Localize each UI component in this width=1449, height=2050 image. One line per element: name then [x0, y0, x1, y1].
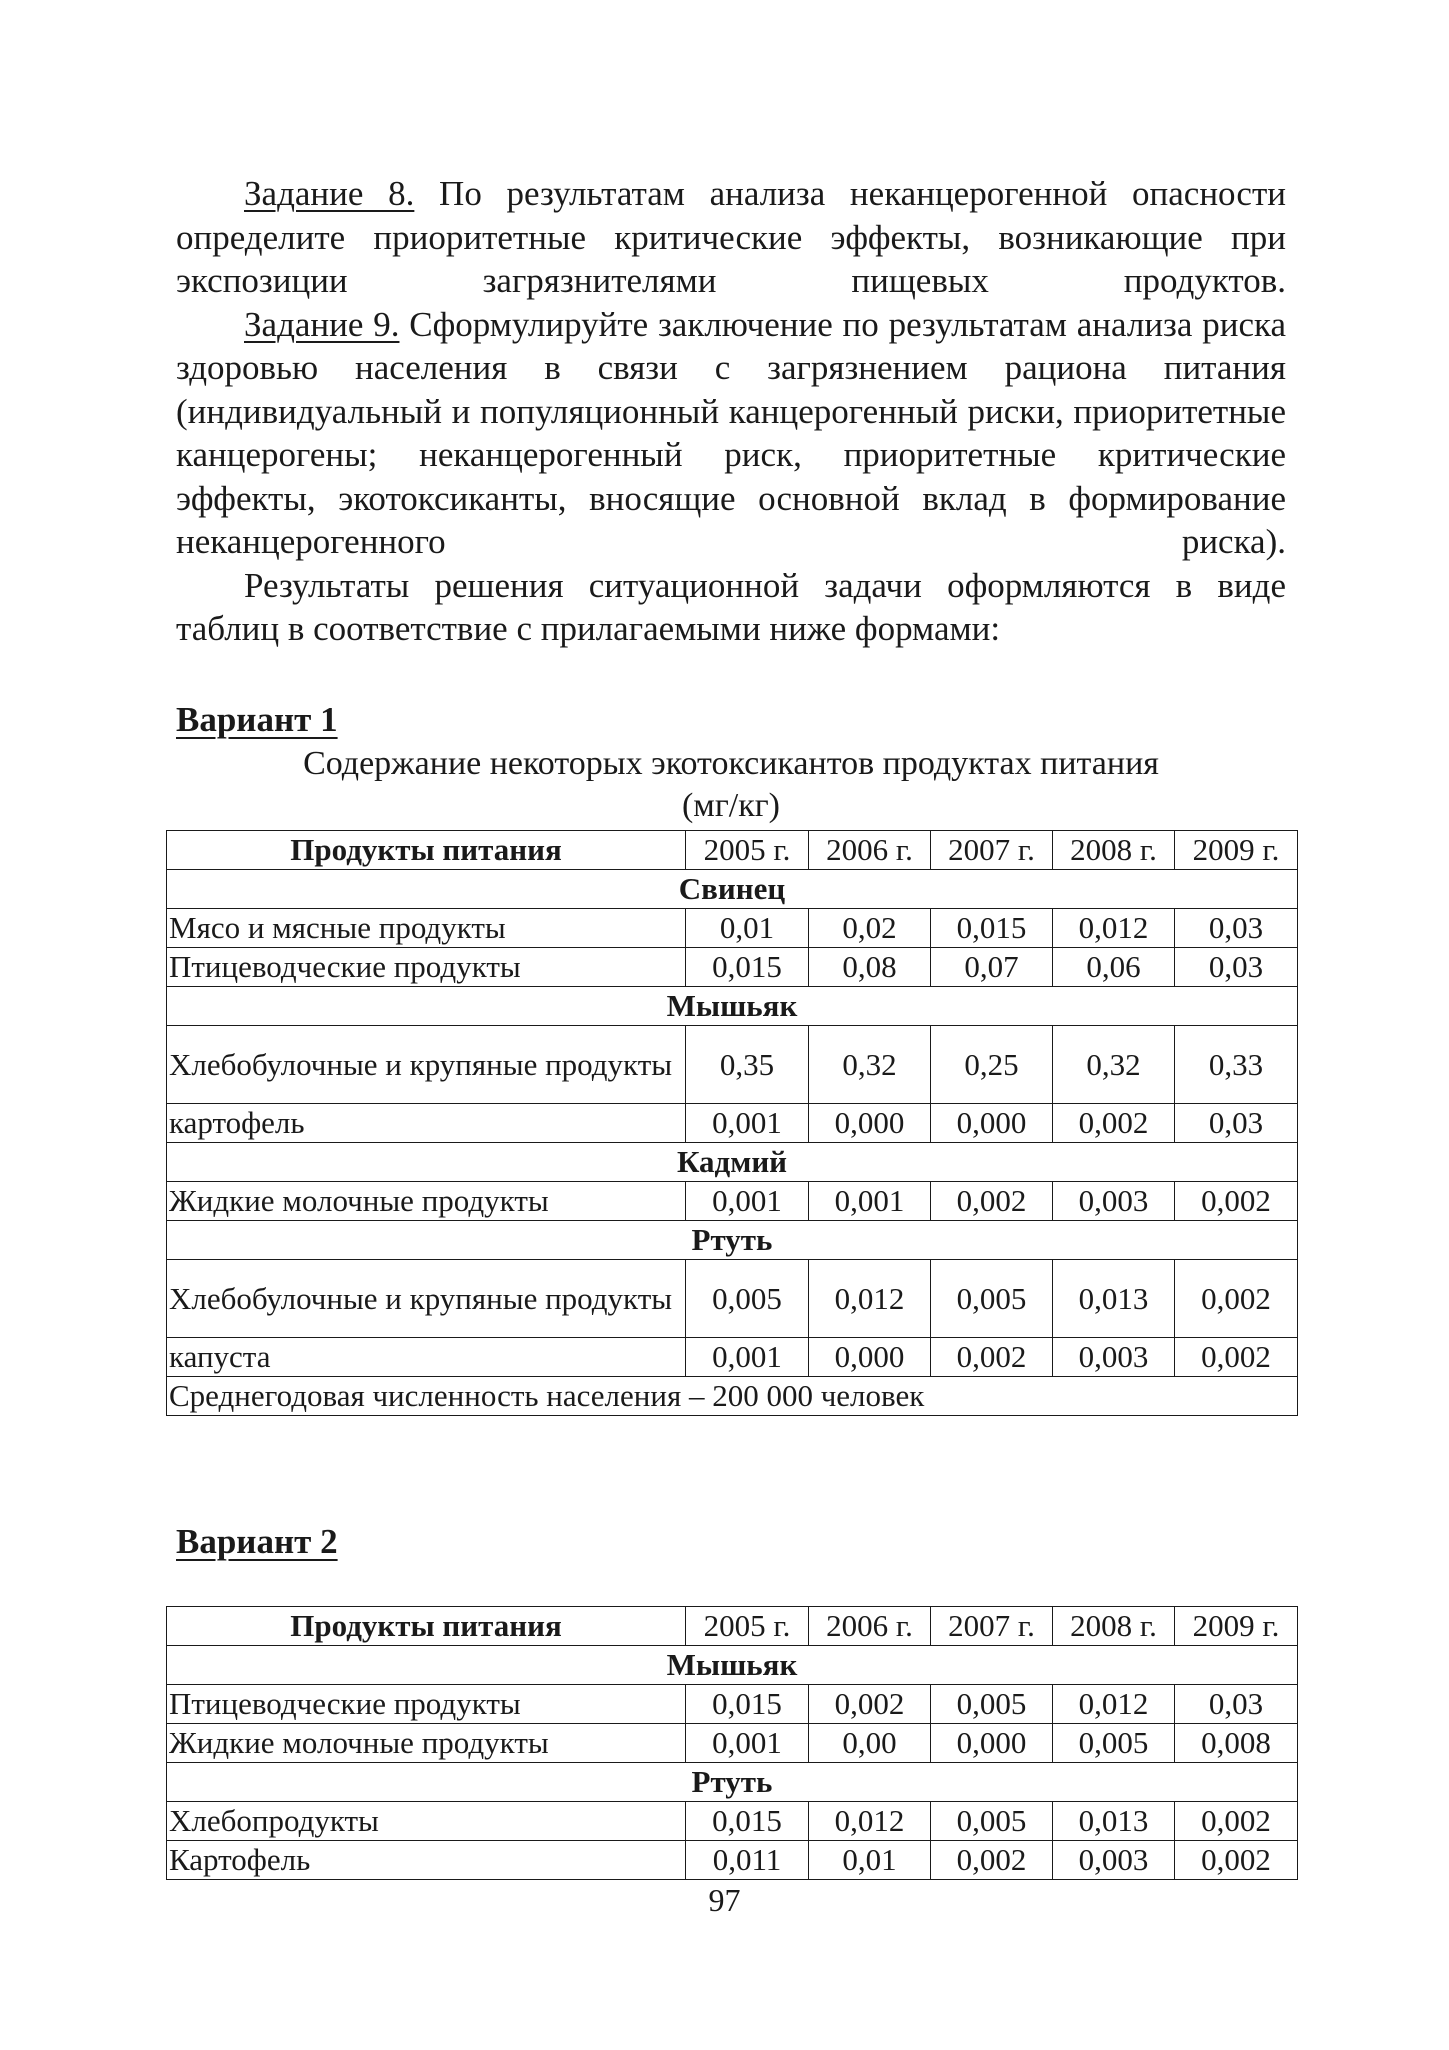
- value-cell: 0,01: [809, 1841, 931, 1880]
- value-cell: 0,013: [1053, 1802, 1175, 1841]
- product-name: картофель: [167, 1104, 686, 1143]
- value-cell: 0,002: [1175, 1260, 1298, 1338]
- table-row: [167, 1802, 1298, 1841]
- group-row: [167, 1646, 1298, 1685]
- table-header-row: [167, 1607, 1298, 1646]
- product-name: Птицеводческие продукты: [167, 948, 686, 987]
- value-cell: 0,000: [931, 1104, 1053, 1143]
- table-row: [167, 1104, 1298, 1143]
- group-row: [167, 987, 1298, 1026]
- table-row: [167, 909, 1298, 948]
- group-name: Мышьяк: [167, 1646, 1298, 1685]
- task8-text: По результатам анализа неканцерогенной опасности определите приоритетные критические эффекты, возникающие при экспозиции загрязнителями пищевых продуктов.: [176, 174, 1286, 300]
- value-cell: 0,001: [809, 1182, 931, 1221]
- value-cell: 0,002: [931, 1338, 1053, 1377]
- group-name: Кадмий: [167, 1143, 1298, 1182]
- header-year: 2009 г.: [1175, 831, 1298, 870]
- value-cell: 0,005: [686, 1260, 809, 1338]
- value-cell: 0,008: [1175, 1724, 1298, 1763]
- value-cell: 0,001: [686, 1182, 809, 1221]
- value-cell: 0,001: [686, 1724, 809, 1763]
- variant1-caption-line1: Содержание некоторых экотоксикантов продуктах питания: [303, 745, 1159, 782]
- header-year: 2005 г.: [686, 831, 809, 870]
- product-name: Птицеводческие продукты: [167, 1685, 686, 1724]
- value-cell: 0,011: [686, 1841, 809, 1880]
- value-cell: 0,000: [931, 1724, 1053, 1763]
- variant2-title: Вариант 2: [176, 1522, 338, 1561]
- product-name: Жидкие молочные продукты: [167, 1724, 686, 1763]
- value-cell: 0,33: [1175, 1026, 1298, 1104]
- group-name: Ртуть: [167, 1763, 1298, 1802]
- population-note: Среднегодовая численность населения – 200 000 человек: [167, 1377, 1298, 1416]
- header-products: Продукты питания: [167, 1607, 686, 1646]
- value-cell: 0,002: [931, 1182, 1053, 1221]
- table-row: [167, 948, 1298, 987]
- value-cell: 0,32: [809, 1026, 931, 1104]
- value-cell: 0,005: [931, 1802, 1053, 1841]
- product-name: Жидкие молочные продукты: [167, 1182, 686, 1221]
- footer-row: [167, 1377, 1298, 1416]
- variant1-table: [166, 830, 1298, 1416]
- value-cell: 0,03: [1175, 909, 1298, 948]
- group-row: [167, 1763, 1298, 1802]
- group-name: Мышьяк: [167, 987, 1298, 1026]
- product-name: капуста: [167, 1338, 686, 1377]
- value-cell: 0,00: [809, 1724, 931, 1763]
- results-paragraph: Результаты решения ситуационной задачи оформляются в виде таблиц в соответствие с прилагаемыми ниже формами:: [176, 565, 1286, 648]
- value-cell: 0,003: [1053, 1182, 1175, 1221]
- value-cell: 0,015: [931, 909, 1053, 948]
- variant1-caption: [176, 743, 1286, 827]
- header-products: Продукты питания: [167, 831, 686, 870]
- task9-paragraph: [176, 303, 1286, 564]
- group-row: [167, 1143, 1298, 1182]
- value-cell: 0,06: [1053, 948, 1175, 987]
- variant1-caption-line2: (мг/кг): [681, 787, 780, 824]
- task9-label: Задание 9.: [244, 304, 400, 344]
- value-cell: 0,012: [809, 1260, 931, 1338]
- table-row: [167, 1841, 1298, 1880]
- page-number: 97: [708, 1882, 741, 1918]
- product-name: Хлебобулочные и крупяные продукты: [167, 1026, 686, 1104]
- value-cell: 0,25: [931, 1026, 1053, 1104]
- product-name: Хлебопродукты: [167, 1802, 686, 1841]
- value-cell: 0,003: [1053, 1841, 1175, 1880]
- header-year: 2008 г.: [1053, 831, 1175, 870]
- value-cell: 0,000: [809, 1338, 931, 1377]
- header-year: 2007 г.: [931, 831, 1053, 870]
- task8-label: Задание 8.: [244, 174, 415, 213]
- group-row: [167, 1221, 1298, 1260]
- value-cell: 0,002: [931, 1841, 1053, 1880]
- value-cell: 0,012: [809, 1802, 931, 1841]
- value-cell: 0,001: [686, 1338, 809, 1377]
- value-cell: 0,03: [1175, 948, 1298, 987]
- group-row: [167, 870, 1298, 909]
- value-cell: 0,015: [686, 948, 809, 987]
- task8-paragraph: [176, 172, 1286, 303]
- header-year: 2006 г.: [809, 831, 931, 870]
- value-cell: 0,005: [931, 1260, 1053, 1338]
- value-cell: 0,012: [1053, 1685, 1175, 1724]
- table-row: [167, 1685, 1298, 1724]
- value-cell: 0,02: [809, 909, 931, 948]
- table-row: [167, 1338, 1298, 1377]
- variant2-table: [166, 1606, 1298, 1880]
- value-cell: 0,002: [1175, 1802, 1298, 1841]
- value-cell: 0,35: [686, 1026, 809, 1104]
- header-year: 2009 г.: [1175, 1607, 1298, 1646]
- table-row: [167, 1260, 1298, 1338]
- value-cell: 0,001: [686, 1104, 809, 1143]
- value-cell: 0,000: [809, 1104, 931, 1143]
- value-cell: 0,03: [1175, 1685, 1298, 1724]
- value-cell: 0,002: [1175, 1338, 1298, 1377]
- table-header-row: [167, 831, 1298, 870]
- value-cell: 0,015: [686, 1802, 809, 1841]
- value-cell: 0,003: [1053, 1338, 1175, 1377]
- value-cell: 0,08: [809, 948, 931, 987]
- value-cell: 0,015: [686, 1685, 809, 1724]
- header-year: 2006 г.: [809, 1607, 931, 1646]
- value-cell: 0,002: [1175, 1841, 1298, 1880]
- task9-text: Сформулируйте заключение по результатам анализа риска здоровью населения в связи с загрязнением рациона питания (индивидуальный и популяционный канцерогенный риски, приоритетные канцерогены; неканцерогенный риск, приоритетные критические эффекты, экотоксиканты, вносящие основной вклад в формирование неканцерогенного риска).: [176, 304, 1286, 561]
- product-name: Мясо и мясные продукты: [167, 909, 686, 948]
- product-name: Картофель: [167, 1841, 686, 1880]
- header-year: 2007 г.: [931, 1607, 1053, 1646]
- value-cell: 0,07: [931, 948, 1053, 987]
- variant1-title: Вариант 1: [176, 700, 338, 739]
- value-cell: 0,01: [686, 909, 809, 948]
- header-year: 2008 г.: [1053, 1607, 1175, 1646]
- table-row: [167, 1026, 1298, 1104]
- intro-text: [176, 172, 1286, 651]
- header-year: 2005 г.: [686, 1607, 809, 1646]
- value-cell: 0,03: [1175, 1104, 1298, 1143]
- product-name: Хлебобулочные и крупяные продукты: [167, 1260, 686, 1338]
- table-row: [167, 1724, 1298, 1763]
- value-cell: 0,002: [1175, 1182, 1298, 1221]
- value-cell: 0,32: [1053, 1026, 1175, 1104]
- value-cell: 0,005: [931, 1685, 1053, 1724]
- value-cell: 0,013: [1053, 1260, 1175, 1338]
- value-cell: 0,002: [809, 1685, 931, 1724]
- group-name: Свинец: [167, 870, 1298, 909]
- value-cell: 0,005: [1053, 1724, 1175, 1763]
- value-cell: 0,002: [1053, 1104, 1175, 1143]
- group-name: Ртуть: [167, 1221, 1298, 1260]
- table-row: [167, 1182, 1298, 1221]
- value-cell: 0,012: [1053, 909, 1175, 948]
